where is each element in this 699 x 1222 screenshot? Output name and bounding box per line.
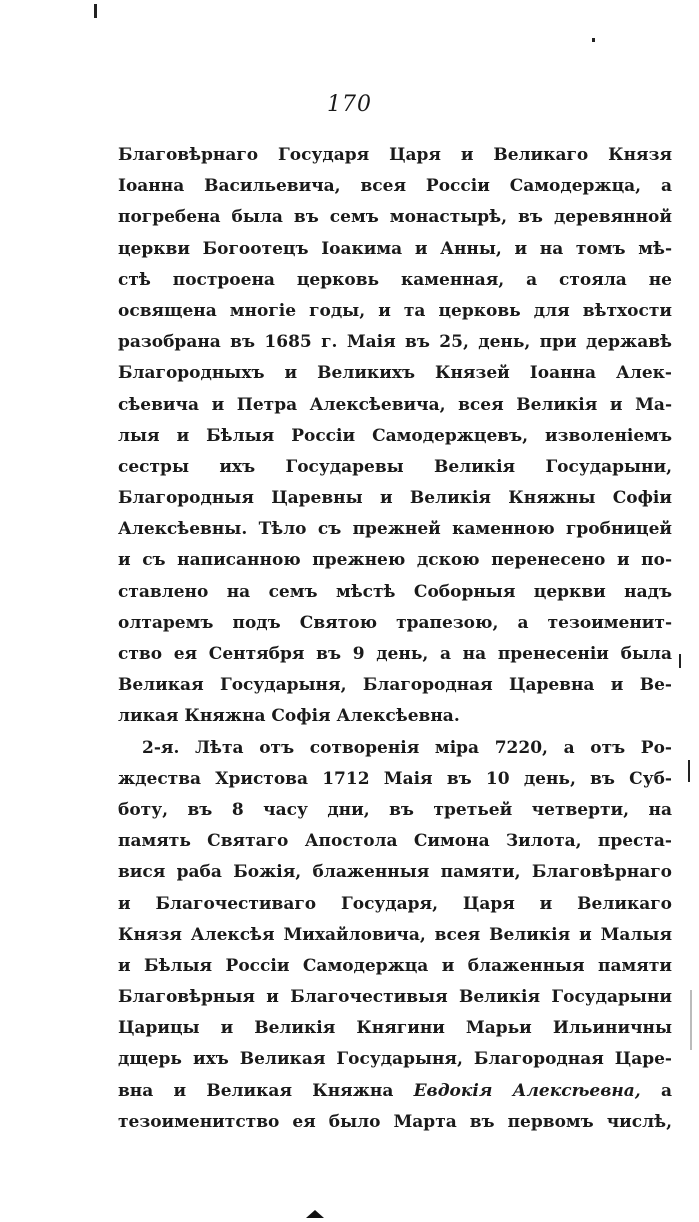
text-line: тезоименитство ея было Марта въ первомъ числѣ, bbox=[118, 1111, 672, 1132]
text-line: вися раба Божія, блаженныя памяти, Благовѣрнаго bbox=[118, 862, 672, 883]
scan-mark bbox=[688, 760, 690, 782]
text-line: память Святаго Апостола Симона Зилота, преста- bbox=[118, 831, 672, 852]
text-line: Благовѣрнаго Государя Царя и Великаго Князя bbox=[118, 145, 672, 165]
text-line: Князя Алексѣя Михайловича, всея Великія и Малыя bbox=[118, 924, 672, 945]
scan-mark bbox=[94, 4, 97, 18]
text-line: сѣевича и Петра Алексѣевича, всея Великія и Ма- bbox=[118, 394, 672, 415]
text-line: и Благочестиваго Государя, Царя и Великаго bbox=[118, 893, 672, 914]
text-line-with-name bbox=[118, 1076, 672, 1107]
scan-mark bbox=[679, 654, 681, 668]
text-line: Царицы и Великія Княгини Марьи Ильиничны bbox=[118, 1018, 672, 1039]
text-line: Благородныя Царевны и Великія Княжны Софіи bbox=[118, 488, 672, 509]
text-segment: вна и Великая Княжна bbox=[118, 1080, 394, 1101]
text-line: и съ написанною прежнею дскою перенесено и по- bbox=[118, 550, 672, 571]
text-line: дщерь ихъ Великая Государыня, Благородная Царе- bbox=[118, 1049, 672, 1070]
page-text bbox=[118, 140, 672, 1138]
page-number: 170 bbox=[327, 92, 372, 117]
text-line: церкви Богоотецъ Іоакима и Анны, и на томъ мѣ- bbox=[118, 238, 672, 259]
text-line: олтаремъ подъ Святою трапезою, а тезоименит- bbox=[118, 612, 672, 633]
text-line: ждества Христова 1712 Маія въ 10 день, въ Суб- bbox=[118, 768, 672, 789]
text-line: ставлено на семъ мѣстѣ Соборныя церкви надъ bbox=[118, 581, 672, 602]
text-line: и Бѣлыя Россіи Самодержца и блаженныя памяти bbox=[118, 955, 672, 976]
text-line: стѣ построена церковь каменная, а стояла не bbox=[118, 269, 672, 290]
scan-mark bbox=[592, 38, 595, 42]
text-line: сестры ихъ Государевы Великія Государыни, bbox=[118, 456, 672, 477]
text-line: лыя и Бѣлыя Россіи Самодержцевъ, изволеніемъ bbox=[118, 425, 672, 446]
text-line: разобрана въ 1685 г. Маія въ 25, день, при державѣ bbox=[118, 332, 672, 353]
text-line: Алексѣевны. Тѣло съ прежней каменною гробницей bbox=[118, 519, 672, 540]
text-line: Благородныхъ и Великихъ Князей Іоанна Алек- bbox=[118, 363, 672, 384]
text-segment: а bbox=[660, 1080, 672, 1101]
italic-name: Евдокія Алексѣевна, bbox=[413, 1080, 641, 1101]
scan-mark bbox=[306, 1210, 324, 1218]
text-line: ство ея Сентября въ 9 день, а на пренесеніи была bbox=[118, 644, 672, 664]
text-line: ликая Княжна Софія Алексѣевна. bbox=[118, 706, 460, 727]
text-line: погребена была въ семъ монастырѣ, въ деревянной bbox=[118, 207, 672, 228]
text-line: боту, въ 8 часу дни, въ третьей четверти, на bbox=[118, 799, 672, 820]
scan-mark bbox=[690, 990, 692, 1050]
text-line: Великая Государыня, Благородная Царевна и Ве- bbox=[118, 675, 672, 696]
text-line: Благовѣрныя и Благочестивыя Великія Государыни bbox=[118, 987, 672, 1008]
text-line: 2-я. Лѣта отъ сотворенія міра 7220, а отъ Ро- bbox=[142, 737, 672, 758]
text-line: Іоанна Васильевича, всея Россіи Самодержца, а bbox=[118, 176, 672, 197]
text-line: освящена многіе годы, и та церковь для вѣтхости bbox=[118, 300, 672, 321]
